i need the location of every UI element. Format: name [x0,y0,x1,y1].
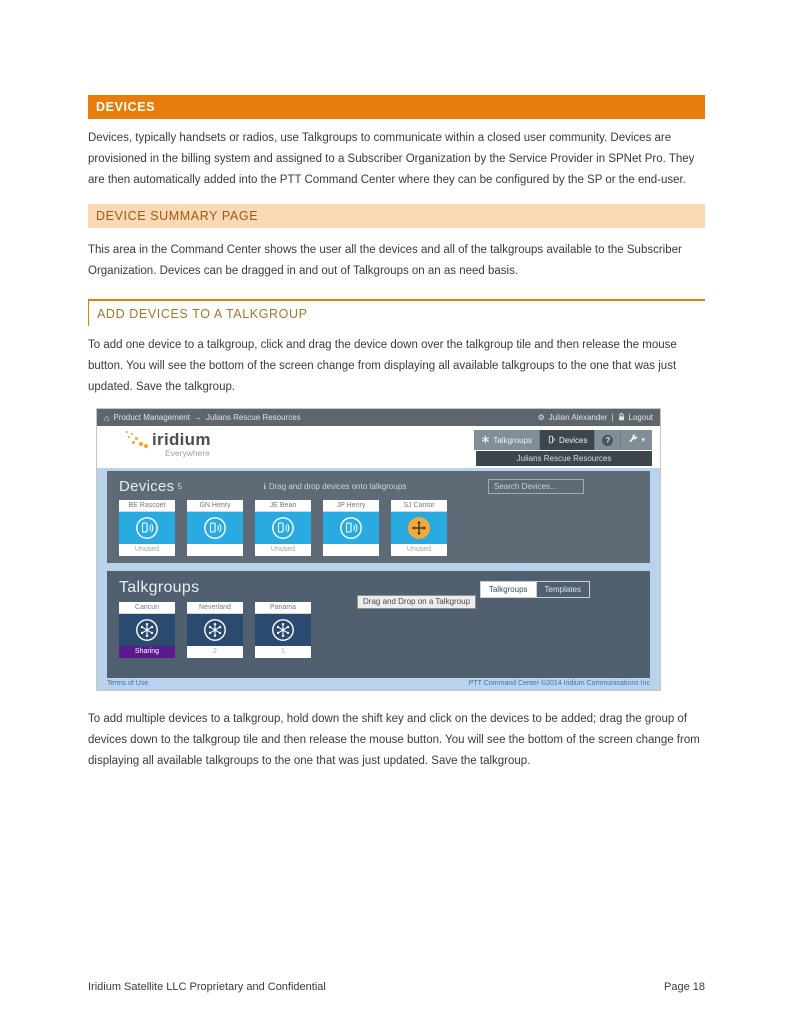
move-cursor-icon [408,517,430,539]
talkgroup-tile[interactable] [119,602,175,658]
nav-help-button[interactable] [595,430,621,450]
gear-icon: ⚙ [537,413,545,422]
toggle-talkgroups-button[interactable]: Talkgroups [481,582,536,597]
device-tile-dragging[interactable] [391,500,447,556]
device-status [187,544,243,556]
logo-wordmark: iridium [152,430,211,449]
breadcrumb-current: Julians Rescue Resources [205,413,301,422]
section-heading-devices: DEVICES [88,95,705,119]
section-heading-add-devices: ADD DEVICES TO A TALKGROUP [88,299,705,326]
terms-of-use-link[interactable]: Terms of Use [107,680,149,687]
device-icon [119,512,175,544]
nav-devices-label: Devices [559,435,588,445]
nav-tools-button[interactable] [621,430,652,450]
ptt-command-center-screenshot [96,408,661,691]
user-name-link[interactable]: Julian Alexander [548,413,608,422]
device-tile[interactable] [323,500,379,556]
caret-down-icon: ▾ [641,437,645,444]
device-name: GN Henry [187,500,243,512]
talkgroup-tile[interactable] [187,602,243,658]
page-footer [88,981,705,993]
device-icon [187,512,243,544]
device-drag-cursor [391,512,447,544]
iridium-logo [125,430,211,458]
wrench-icon [628,434,638,446]
talkgroups-panel-title: Talkgroups [119,579,200,596]
talkgroup-name: Cancun [119,602,175,614]
suborg-bar: Julians Rescue Resources [476,451,652,466]
footer-confidential: Iridium Satellite LLC Proprietary and Confidential [88,981,326,993]
nav-devices-button[interactable] [540,430,595,450]
app-top-bar [97,409,660,426]
talkgroup-tile[interactable] [255,602,311,658]
talkgroup-name: Neverland [187,602,243,614]
talkgroup-status-badge: Sharing [119,646,175,658]
search-devices-input[interactable] [488,479,584,494]
device-name: JE Bean [255,500,311,512]
iridium-logo-dots-icon [125,430,149,450]
talkgroup-icon [187,614,243,646]
app-footer [97,677,660,690]
devices-paragraph: Devices, typically handsets or radios, use Talkgroups to communicate within a closed user community. Devices are provisioned in the billing system and assigned to a Subscriber Organization by the Service Provider in SPNet Pro. They are then automatically added into the PTT Command Center where they can be configured by the SP or the end-user. [88,132,695,186]
drag-hint-text: Drag and drop devices onto talkgroups [268,482,407,491]
device-icon [323,512,379,544]
device-tile[interactable] [119,500,175,556]
devices-icon [547,435,556,446]
talkgroups-templates-toggle [480,581,590,598]
lock-icon [618,413,625,423]
devices-panel-title: Devices [119,478,175,495]
add-single-paragraph: To add one device to a talkgroup, click and drag the device down over the talkgroup tile and then release the mouse button. You will see the bottom of the screen change from displaying all available talkgroups to the one that was just updated. Save the talkgroup. [88,339,677,393]
device-tile[interactable] [255,500,311,556]
talkgroups-icon [481,435,490,446]
drag-hint [182,482,488,491]
breadcrumb-arrow-icon: → [193,413,202,422]
summary-paragraph: This area in the Command Center shows the user all the devices and all of the talkgroups available to the Subscriber Organization. Devices can be dragged in and out of Talkgroups on an as need basis. [88,244,682,277]
home-icon[interactable]: ⌂ [104,412,110,423]
talkgroup-icon [255,614,311,646]
section-heading-device-summary: DEVICE SUMMARY PAGE [88,204,705,228]
device-tile[interactable] [187,500,243,556]
device-name: JP Henry [323,500,379,512]
device-tiles [119,500,638,556]
app-nav [474,430,652,450]
toggle-templates-button[interactable]: Templates [536,582,589,597]
add-multiple-paragraph: To add multiple devices to a talkgroup, hold down the shift key and click on the devices to be added; drag the group of devices down to the talkgroup tile and then release the mouse button. You will see the bottom of the screen change from displaying all available talkgroups to the one that was just updated. Save the talkgroup. [88,713,700,767]
talkgroup-member-count: 2 [187,646,243,658]
topbar-divider: | [611,413,614,422]
device-name: BE Rascoet [119,500,175,512]
talkgroup-member-count: 1 [255,646,311,658]
talkgroup-name: Panama [255,602,311,614]
drag-drop-tooltip: Drag and Drop on a Talkgroup [357,595,476,609]
device-status: Unused [119,544,175,556]
footer-page-number: Page 18 [664,981,705,993]
devices-count-badge: 5 [177,482,182,491]
document-page [88,95,705,772]
logout-link[interactable]: Logout [628,413,653,422]
app-copyright: PTT Command Center ©2014 Iridium Communications Inc [468,680,650,687]
device-status: Unused [255,544,311,556]
device-name: SJ Cantor [391,500,447,512]
breadcrumb[interactable]: Product Management [113,413,190,422]
device-status [323,544,379,556]
info-icon: i [263,482,266,491]
talkgroups-panel [107,571,650,678]
nav-talkgroups-button[interactable] [474,430,540,450]
device-icon [255,512,311,544]
talkgroup-icon [119,614,175,646]
app-header [97,426,660,468]
device-status: Unused [391,544,447,556]
nav-talkgroups-label: Talkgroups [493,435,533,445]
talkgroup-tiles [119,602,638,658]
logo-tagline: Everywhere [165,448,210,458]
help-icon: ? [602,435,613,446]
